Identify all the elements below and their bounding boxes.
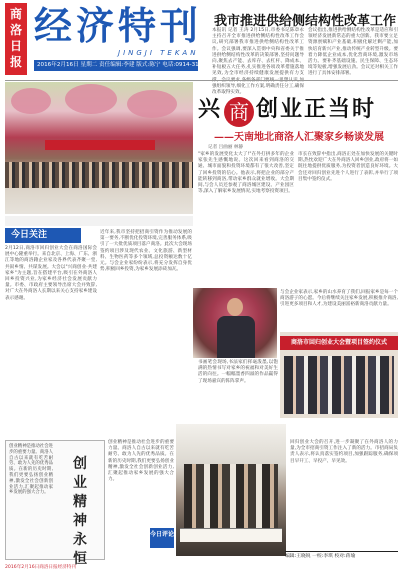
event-banner bbox=[45, 140, 155, 150]
bottom-right-article: 回归创业大会的召开,进一步凝聚了在外商洛人的力量,为全市招商引资工作注入了新的活力。市招商局负责人表示,将认真落实签约项目,加强跟踪服务,确保项目早开工、早投产、早见效。 bbox=[290, 440, 398, 464]
top-article-col1: 本报讯 记者 王涛 2月15日,市委书记陈章永主持召开全市推进供给侧结构性改革工作会议,研究部署我市推进供给侧结构性改革工作。会议强调,要深入贯彻中央和省委关于推进供给侧结构性改革的决策部署,坚持问题导向,聚焦去产能、去库存、去杠杆、降成本、补短板五大任务,扎实推进各项改革措施落地见效,为全市经济持续健康发展提供有力支 强组织领导,细化工作方案,明确责任分工,确保改革取得实效。 bbox=[212, 28, 304, 96]
hero-subtitle: ——天南地北商洛人汇聚家乡畅谈发展 bbox=[214, 132, 384, 143]
top-headline: 我市推进供给侧结构性改革工作 bbox=[214, 14, 397, 29]
hero-title-left: 兴 bbox=[198, 96, 223, 122]
blossom-cluster bbox=[11, 88, 51, 114]
hero-headline bbox=[198, 92, 398, 126]
signing-ceremony-photo bbox=[280, 332, 398, 418]
main-event-photo bbox=[5, 82, 193, 214]
calligraphy-event-photo bbox=[176, 424, 286, 556]
commentary-text: 创业精神是推动社会进步的重要力量。商洛人自古以来就有吃苦耐劳、敢为人先的优秀品质。在新的历史时期,我们更要弘扬创业精神,激发全社会创新创业活力,汇聚起推动家乡发展的强大合力。 bbox=[9, 444, 53, 496]
calligraphy-char: 永 bbox=[73, 532, 87, 548]
ceremony-people bbox=[284, 356, 394, 414]
footer-editor-bar bbox=[285, 551, 398, 569]
calligraphy-char: 精 bbox=[73, 494, 87, 510]
blossom-cluster bbox=[65, 84, 117, 114]
speaker-photo bbox=[193, 288, 277, 358]
section-title: 经济特刊 bbox=[34, 3, 203, 48]
ceremony-banner: 商洛市回归创业大会暨项目签约仪式 bbox=[280, 336, 398, 350]
date-bar: 2016年2月16日 星期二 责任编辑:李建 版式:陈宁 电话:0914-3156... bbox=[34, 60, 198, 71]
speaker-body bbox=[217, 316, 255, 358]
section-pinyin: JINGJI TEKAN bbox=[118, 49, 199, 57]
top-article-col2: 会议指出,推进供给侧结构性改革是适应和引领经济发展新常态的重大创新。我市要立足资源禀赋和产业基础,积极化解过剩产能,加快培育新兴产业,推动传统产业转型升级。要着力降低企业成本,优化营商环境,激发市场活力。要补齐基础设施、民生保障、生态环境等短板,增强发展后劲。会议还对相关工作进行了具体安排部署。 bbox=[308, 28, 398, 77]
photo-caption bbox=[5, 216, 193, 226]
mid-article-col: "家乡的发展变化太大了!"在外打拼多年的企业家张先生感慨地说。这次回来看到商洛的交通、城市面貌和投资环境都有了很大改善,坚定了回乡投资的信心。他表示,将把企业的部分产能转移到商洛,带动家乡群众就业增收。大会期间,与会人员还参观了商洛城区建设、产业园区等,深入了解家乡发展情况,实地考察投资项目。 bbox=[198, 152, 294, 195]
footer-editor-line: 编辑:王晓锐 一校:李琪 校对:蒋瑜 bbox=[285, 554, 356, 559]
bottom-left-article: 创业精神是推动社会进步的重要力量。商洛人自古以来就有吃苦耐劳、敢为人先的优秀品质。在新的历史时期,我们更要弘扬创业精神,激发全社会创新创业活力,汇聚起推动家乡发展的强大合力。 bbox=[108, 440, 174, 483]
calligraphy-table bbox=[180, 528, 282, 542]
today-focus-tag: 今日关注 bbox=[5, 228, 81, 243]
hero-title-right: 创业正当时 bbox=[256, 96, 377, 122]
calligraphy-char: 恒 bbox=[73, 551, 87, 567]
left-article-col1: 2月12日,商洛市回归创业大会在商洛国际会展中心隆重举行。来自北京、上海、广东、浙江等地的商洛籍企业家及各界代表齐聚一堂,共叙乡情、共谋发展。大会以"兴商创业·共建家乡"为主题,旨在搭建平台,吸引在外商洛人回乡投资兴业,为家乡经济社会发展贡献力量。市委、市政府主要领导出席大会并致辞,对广大在外商洛人长期以来关心支持家乡建设表示感谢。 bbox=[5, 246, 97, 301]
footer-left-line: 2016年2月16日商洛日报经济特刊 bbox=[5, 565, 76, 570]
commentary-column bbox=[5, 440, 105, 567]
mid-article-col2: 书画笔会现场,书法家们挥毫泼墨,以饱满的热情书写对家乡的祝福和对美好生活的向往。一幅幅墨香四溢的作品赢得了现场嘉宾的阵阵掌声。 bbox=[198, 360, 278, 384]
left-article-col2: 近年来,我市坚持把招商引资作为推动发展的第一要务,不断优化投资环境,完善服务体系,吸引了一大批优质项目落户商洛。此次大会现场签约项目涉及现代农业、文化旅游、新型材料、生物医药等多个领域,总投资额达数十亿元。与会企业家纷纷表示,将充分发挥自身优势,积极回乡投资,为家乡发展添砖加瓦。 bbox=[100, 230, 192, 273]
hero-title-badge: 商 bbox=[224, 97, 254, 127]
calligraphy-char: 创 bbox=[73, 456, 87, 472]
section-divider bbox=[5, 80, 398, 81]
calligraphy-char: 神 bbox=[73, 513, 87, 529]
crowd bbox=[5, 162, 193, 188]
ceremony-caption bbox=[280, 419, 398, 435]
speaker-head bbox=[227, 298, 243, 316]
right-article-col2: 与会企业家表示,家乡的山水养育了我们,回报家乡是每一个商洛游子的心愿。今后将继续关注家乡发展,积极推介商洛,引进更多项目和人才,为建设美丽富裕新商洛贡献力量。 bbox=[280, 290, 398, 308]
hero-byline: 记者 吕曲丽 林静 bbox=[208, 145, 244, 150]
newspaper-name-vertical: 商洛日报 bbox=[5, 3, 27, 75]
right-article-col: 市长在致辞中指出,商洛正处在加快发展的关键时期,热忱欢迎广大在外商洛人回乡创业,政府将一如既往地提供优质服务,为投资者创造良好环境。大会还对回归创业先进个人进行了表彰,并举行了项目集中签约仪式。 bbox=[298, 152, 398, 182]
calligraphy-char: 业 bbox=[73, 475, 87, 491]
blossom-cluster bbox=[127, 90, 177, 118]
commentary-calligraphy-title bbox=[58, 455, 102, 569]
calligraphy-participants bbox=[184, 464, 278, 534]
comment-tag: 今日评论 bbox=[150, 528, 174, 548]
